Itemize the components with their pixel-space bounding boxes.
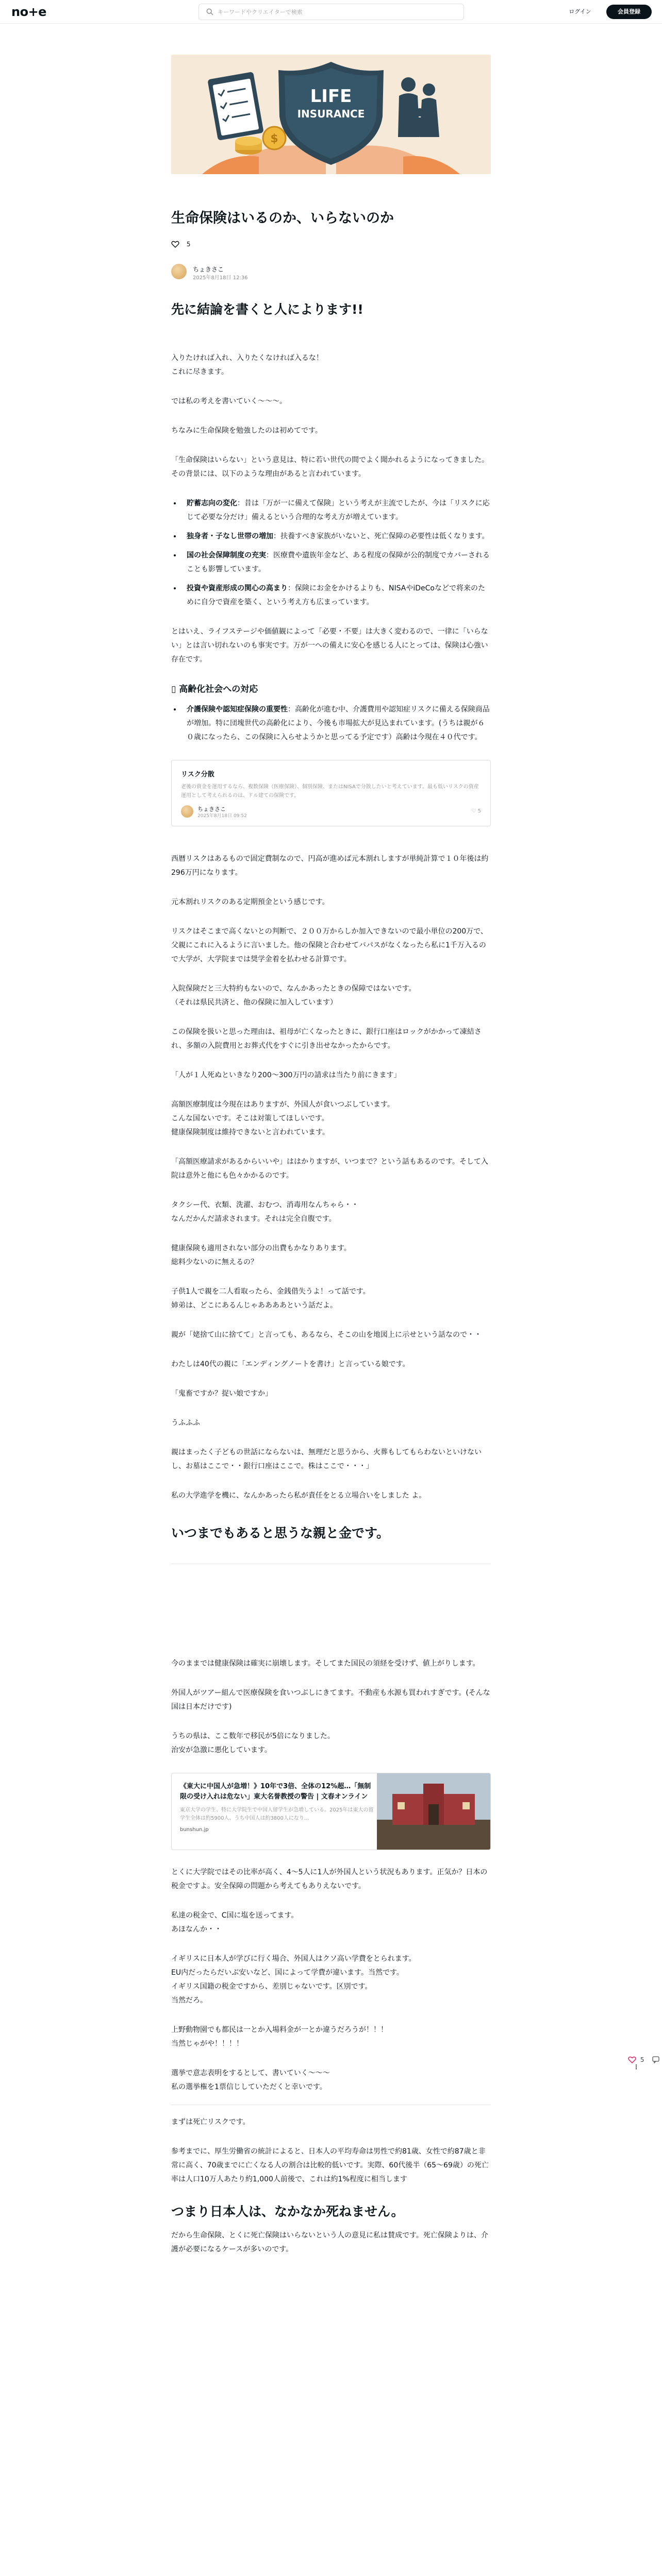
paragraph: 健康保険制度は維持できないと言われています。	[171, 1128, 329, 1137]
site-header	[0, 0, 662, 24]
paragraph: タクシー代、衣類、洗濯、おむつ、消毒用なんちゃら・・	[171, 1201, 359, 1209]
paragraph: では私の考えを書いていく〜〜〜。	[171, 397, 287, 405]
paragraph: 私達の税金で、C国に塩を送ってます。	[171, 1911, 299, 1920]
floating-actions	[628, 2056, 662, 2069]
embed-description: 老後の資金を運用するなら、複数保険（医療保険）、個別保険、またはNISAで分散したいと考えています。最も低いリスクの資産運用として考えられるのは、ドル建ての保険です。	[181, 784, 479, 799]
paragraph: なんだかんだ請求されます。それは完全自腹です。	[171, 1215, 336, 1223]
paragraph: 親が「姥捨て山に捨てて」と言っても、あるなら、そこの山を地図上に示せという話なので・・	[171, 1331, 482, 1339]
paragraph: わたしは40代の親に「エンディングノートを書け」と言っている娘です。	[171, 1360, 410, 1368]
external-link-card[interactable]	[171, 1773, 491, 1850]
login-link[interactable]: ログイン	[569, 8, 591, 15]
paragraph: 親はまったく子どもの世話にならないは、無理だと思うから、火葬もしてもらわないといけないし、お墓はここで・・銀行口座はここで。株はここで・・・」	[171, 1448, 482, 1470]
hero-text-life: LIFE	[310, 86, 352, 107]
float-like-count: 5	[640, 2056, 644, 2063]
paragraph: うふふふ	[171, 1419, 200, 1427]
paragraph: 子供1人で親を二人看取ったら、金銭借失うよ！って話です。	[171, 1287, 370, 1296]
paragraph: 「高額医療請求があるからいいや」ははかりますが、いつまで？という話もあるのです。そして入院は意外と他にも色々かかるのです。	[171, 1158, 488, 1180]
embed-title: リスク分散	[181, 771, 214, 778]
paragraph: 当然だろ。	[171, 1996, 207, 2005]
paragraph: 外国人がツアー組んで医療保険を食いつぶしにきてます。不動産も水源も買われすぎです。(そんな国は日本だけです)	[171, 1689, 490, 1711]
search-box[interactable]	[198, 4, 464, 20]
paragraph: 私の選挙権を1票信じしていただくと幸いです。	[171, 2083, 327, 2091]
paragraph: イギリスに日本人が学びに行く場合、外国人はクソ高い学費をとられます。	[171, 1955, 416, 1963]
paragraph: 選挙で意志表明をするとして、書いていく〜〜〜	[171, 2069, 330, 2077]
aging-list	[181, 703, 491, 744]
float-heart-icon[interactable]	[628, 2056, 636, 2063]
more-icon[interactable]: ⋮	[633, 2063, 639, 2071]
paragraph: 治安が急激に悪化しています。	[171, 1746, 272, 1754]
ext-thumbnail	[377, 1773, 490, 1850]
embed-author-avatar	[181, 805, 193, 818]
article	[171, 55, 491, 2257]
lead-heading: 先に結論を書くと人によります!!	[171, 302, 363, 317]
article-title: 生命保険はいるのか、いらないのか	[171, 210, 394, 226]
search-icon	[206, 8, 213, 15]
paragraph: とはいえ、ライフステージや価値観によって「必要・不要」は大きく変わるので、一律に「いらない」とは言い切れないのも事実です。万が一への備えに安心を感じる人にとっては、保険は心強い存在です。	[171, 628, 488, 664]
hero-text-insurance: INSURANCE	[297, 108, 365, 120]
paragraph: 健康保険も適用されない部分の出費もかなりあります。	[171, 1244, 351, 1252]
post-date: 2025年8月18日 12:36	[193, 275, 248, 281]
embed-date: 2025年8月18日 09:52	[197, 814, 247, 819]
embed-author-name: ちょきさこ	[197, 806, 226, 812]
search-input[interactable]	[218, 7, 455, 17]
list-item: • 貯蓄志向の変化：昔は「万が一に備えて保険」という考えが主流でしたが、今は「リスクに応じて必要な分だけ」備えるという合理的な考え方が増えています。	[181, 497, 491, 524]
embed-like-count: ♡ 5	[471, 808, 481, 814]
paragraph: 「鬼畜ですか？捉い娘ですか」	[171, 1389, 272, 1398]
paragraph: 入院保険だと三大特約もないので、なんかあったときの保障ではないです。	[171, 985, 416, 993]
paragraph: イギリス国籍の税金ですから、差別じゃないです。区別です。	[171, 1982, 372, 1991]
paragraph: うちの県は、ここ数年で移民が5倍になりました。	[171, 1732, 335, 1740]
paragraph: 参考までに、厚生労働省の統計によると、日本人の平均寿命は男性で約81歳、女性で約87歳と非常に高く、70歳までに亡くなる人の割合は比較的低いです。実際、60代後半（65〜69歳）の死亡率は人口10万人あたり約1,000人前後で、これは約1%程度に相当します	[171, 2147, 489, 2183]
section-heading-lead3: つまり日本人は、なかなか死ねません。	[171, 2204, 404, 2219]
list-item: • 介護保険や認知症保険の重要性：高齢化が進む中、介護費用や認知症リスクに備える保険商品が増加。特に団塊世代の高齢化により、今後も市場拡大が見込まれています。(うちは親が６０歳になったら、この保険に入らせようかと思ってる予定です）高齢は今現在４０代です。	[181, 703, 491, 744]
paragraph: EU内だったらだいぶ安いなど、国によって学費が違います。当然です。	[171, 1969, 404, 1977]
heart-icon[interactable]	[171, 241, 179, 248]
paragraph: 入りたければ入れ、入りたくなければ入るな！	[171, 354, 323, 362]
svg-text:$: $	[270, 132, 278, 145]
paragraph: （それは県民共済と、他の保険に加入しています）	[171, 998, 337, 1007]
register-button[interactable]: 会員登録	[606, 5, 652, 19]
reasons-list	[181, 497, 491, 609]
ext-domain: bunshun.jp	[180, 1827, 209, 1833]
ext-description: 東京大学の学生、特に大学院生で中国人留学生が急増している。2025年は東大の留学生全体は約5900人、うち中国人は約3800人になり...	[180, 1807, 374, 1821]
paragraph: こんな国ないです。そこは対策してほしいです。	[171, 1114, 329, 1123]
like-count: 5	[186, 240, 191, 248]
paragraph: とくに大学院ではその比率が高く、4〜5人に1人が外国人という状況もあります。正気か？日本の税金ですよ。安全保障の問題から考えてもありえないです。	[171, 1868, 488, 1890]
list-item: • 独身者・子なし世帯の増加：扶養すべき家族がいないと、死亡保障の必要性は低くなります。	[181, 530, 491, 544]
paragraph: あほなんか・・	[171, 1925, 222, 1934]
section-heading: ▯ 高齢化社会への対応	[171, 684, 258, 694]
ext-title: 《東大に中国人が急増！》10年で3倍、全体の12%超…「無制限の受け入れは危ない」東大名誉教授の警告 | 文春オンライン	[180, 1783, 371, 1801]
author-avatar[interactable]	[171, 264, 187, 279]
paragraph: この保険を扱いと思った理由は、祖母が亡くなったときに、銀行口座はロックがかかって凍結され、多額の入院費用とお葬式代をすぐに引き出せなかったからです。	[171, 1028, 482, 1050]
paragraph: 高額医療制度は今現在はありますが、外国人が食いつぶしています。	[171, 1100, 394, 1109]
author-name[interactable]: ちょきさこ	[193, 266, 224, 273]
paragraph: 上野動物園でも都民は一とか入場料金が一とか違うだろうが！！！	[171, 2026, 388, 2034]
paragraph: 「生命保険はいらない」という意見は、特に若い世代の間でよく聞かれるようになってきました。その背景には、以下のような理由があると言われています。	[171, 456, 489, 478]
comment-icon[interactable]	[652, 2056, 659, 2063]
embedded-note-card[interactable]	[171, 760, 491, 826]
note-logo[interactable]: no+e	[11, 5, 46, 19]
paragraph: 「人が１人死ぬといきなり200〜300万円の請求は当たり前にきます」	[171, 1071, 401, 1079]
paragraph: だから生命保険、とくに死亡保険はいらないという人の意見に私は賛成です。死亡保険よりは、介護が必要になるケースが多いのです。	[171, 2231, 488, 2253]
like-row	[171, 240, 491, 250]
section-heading-lead2: いつまでもあると思うな親と金です。	[171, 1526, 390, 1540]
life-insurance-illustration	[171, 55, 491, 174]
list-item: • 国の社会保障制度の充実：医療費や遺族年金など、ある程度の保障が公的制度でカバーされることも影響しています。	[181, 549, 491, 577]
author-block[interactable]	[171, 263, 491, 280]
paragraph: まずは死亡リスクです。	[171, 2118, 250, 2126]
hero-image	[171, 55, 491, 174]
list-item: • 投資や資産形成の関心の高まり：保険にお金をかけるよりも、NISAやiDeCoなどで将来のために自分で資産を築く、という考え方も広まっています。	[181, 582, 491, 609]
paragraph: 今のままでは健康保険は確実に崩壊します。そしてまた国民の須経を受けず、値上がりします。	[171, 1659, 480, 1668]
paragraph: 総料少ないのに無えるの？	[171, 1258, 258, 1266]
paragraph: 元本割れリスクのある定期預金という感じです。	[171, 898, 329, 906]
paragraph: 西暦リスクはあるもので固定費制なので、円高が進めば元本割れしますが単純計算で１０年後は約296万円になります。	[171, 855, 489, 877]
paragraph: ちなみに生命保険を勉強したのは初めてです。	[171, 427, 322, 435]
paragraph: 当然じゃがや！！！！	[171, 2040, 243, 2048]
paragraph: 私の大学進学を機に、なんかあったら私が責任をとる立場合いをしました よ。	[171, 1492, 426, 1500]
paragraph: これに尽きます。	[171, 368, 228, 376]
paragraph: リスクはそこまで高くないとの判断で、２００万からしか加入できないので最小単位の200万で、父親にこれに入るように言いました。他の保険と合わせてバパスがなくなったら私に1千万入るので大学が、大学院までは奨学金着を払わせる計算です。	[171, 927, 488, 963]
paragraph: 姉弟は、どこにあるんじゃああああという話だよ。	[171, 1301, 337, 1310]
